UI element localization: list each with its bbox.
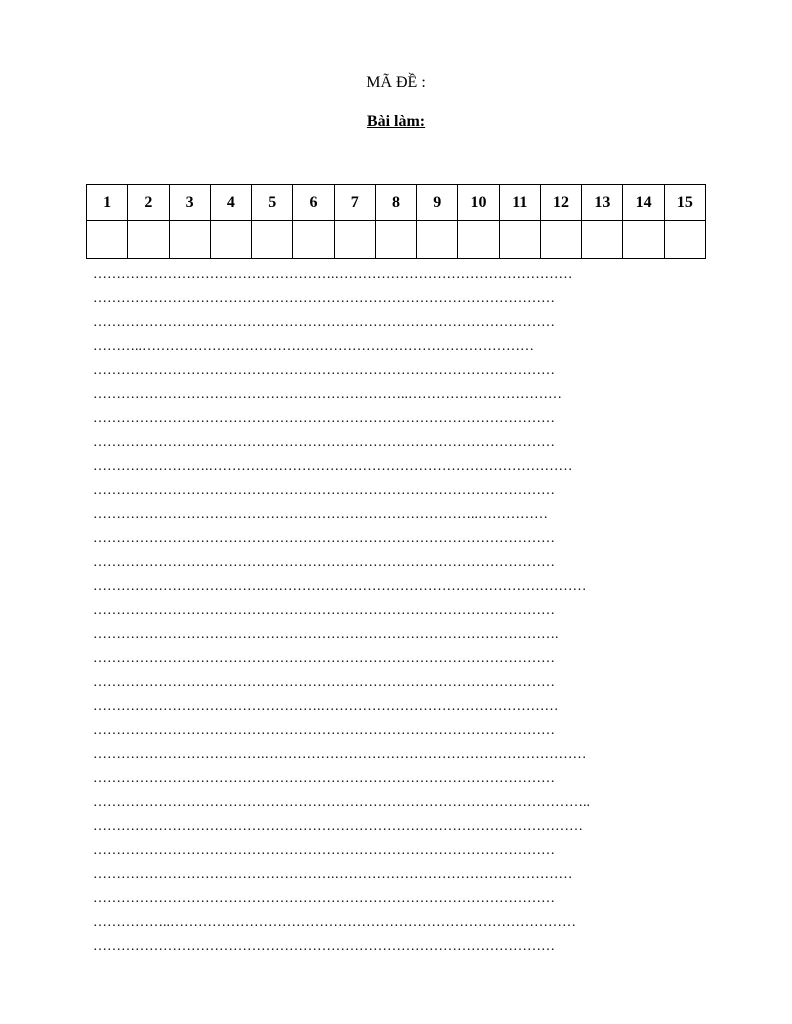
dotted-writing-line[interactable]: ……………………………….…………………………………………………………… xyxy=(93,747,587,762)
question-number-cell: 12 xyxy=(540,185,581,221)
question-number-cell: 2 xyxy=(128,185,169,221)
writing-lines xyxy=(93,263,703,959)
question-number-cell: 9 xyxy=(417,185,458,221)
dotted-writing-line[interactable]: ……………………………………………………………………………………… xyxy=(93,363,555,378)
dotted-writing-line[interactable]: ……………………………………………………………………………………… xyxy=(93,771,555,786)
question-number-cell: 13 xyxy=(582,185,623,221)
answer-cell[interactable] xyxy=(458,221,499,259)
dotted-writing-line[interactable]: ……………………………………………………………………………………… xyxy=(93,651,555,666)
answer-cell[interactable] xyxy=(582,221,623,259)
dotted-writing-line[interactable]: …………………………………………….…………………………………………… xyxy=(93,867,573,882)
answer-cell[interactable] xyxy=(334,221,375,259)
dotted-writing-line[interactable]: ……………………………………………………………………………………… xyxy=(93,603,555,618)
answer-cell[interactable] xyxy=(210,221,251,259)
question-number-cell: 1 xyxy=(87,185,128,221)
dotted-writing-line[interactable]: ……………………………………………………………………………………… xyxy=(93,675,555,690)
question-number-cell: 11 xyxy=(499,185,540,221)
answer-table xyxy=(86,184,706,259)
dotted-writing-line[interactable]: …………………………………………….…………………………………………… xyxy=(93,267,573,282)
dotted-writing-line[interactable]: ………………………………………………………………………………………. xyxy=(93,627,559,642)
answer-cell[interactable] xyxy=(87,221,128,259)
dotted-writing-line[interactable]: ……………………………………………………………………………………… xyxy=(93,531,555,546)
dotted-writing-line[interactable]: ……………………………………………………………………………………… xyxy=(93,291,555,306)
answer-cell[interactable] xyxy=(417,221,458,259)
answer-cell[interactable] xyxy=(664,221,705,259)
dotted-writing-line[interactable]: ………………………………………….…………………………………………… xyxy=(93,699,559,714)
work-title: Bài làm: xyxy=(366,113,426,130)
dotted-writing-line[interactable]: ……………………………………………………………………………………… xyxy=(93,939,555,954)
answer-cell[interactable] xyxy=(128,221,169,259)
dotted-writing-line[interactable]: …………………………………………………………………………………………… xyxy=(93,819,583,834)
question-number-cell: 10 xyxy=(458,185,499,221)
dotted-writing-line[interactable]: ……………………………………………………………………………………… xyxy=(93,483,555,498)
dotted-writing-line[interactable]: ……………………………………………………………………………………… xyxy=(93,891,555,906)
dotted-writing-line[interactable]: ……………………………….…………………………………………………………… xyxy=(93,579,587,594)
answer-cell[interactable] xyxy=(293,221,334,259)
dotted-writing-line[interactable]: …………………………………………………………..…………………………… xyxy=(93,387,562,402)
dotted-writing-line[interactable]: ……………………………………………………………………………………… xyxy=(93,555,555,570)
question-number-cell: 7 xyxy=(334,185,375,221)
question-number-cell: 14 xyxy=(623,185,664,221)
answer-cell[interactable] xyxy=(499,221,540,259)
question-number-cell: 6 xyxy=(293,185,334,221)
dotted-writing-line[interactable]: ……………………………………………………………………………………… xyxy=(93,435,555,450)
question-number-cell: 8 xyxy=(375,185,416,221)
answer-cell[interactable] xyxy=(252,221,293,259)
dotted-writing-line[interactable]: ……………..…………………………………………………………………………… xyxy=(93,915,576,930)
dotted-writing-line[interactable]: ……………………………………………………………………………………… xyxy=(93,315,555,330)
exam-code-label: MÃ ĐỀ : xyxy=(366,74,426,91)
question-number-cell: 3 xyxy=(169,185,210,221)
dotted-writing-line[interactable]: ……………………………………………………………………………………… xyxy=(93,843,555,858)
answer-table-answer-row xyxy=(87,221,706,259)
dotted-writing-line[interactable]: ……………………………………………………………………………………… xyxy=(93,723,555,738)
question-number-cell: 15 xyxy=(664,185,705,221)
answer-cell[interactable] xyxy=(169,221,210,259)
dotted-writing-line[interactable]: …………………………………………………………………………………………….. xyxy=(93,795,590,810)
answer-cell[interactable] xyxy=(540,221,581,259)
question-number-cell: 4 xyxy=(210,185,251,221)
dotted-writing-line[interactable]: …………………….…………………………………………………………………… xyxy=(93,459,573,474)
dotted-writing-line[interactable]: ………..………………………………………………………………………… xyxy=(93,339,534,354)
question-number-cell: 5 xyxy=(252,185,293,221)
answer-cell[interactable] xyxy=(375,221,416,259)
answer-table-header-row xyxy=(87,185,706,221)
dotted-writing-line[interactable]: ………………………………………………………………………..…………… xyxy=(93,507,548,522)
answer-cell[interactable] xyxy=(623,221,664,259)
dotted-writing-line[interactable]: ……………………………………………………………………………………… xyxy=(93,411,555,426)
